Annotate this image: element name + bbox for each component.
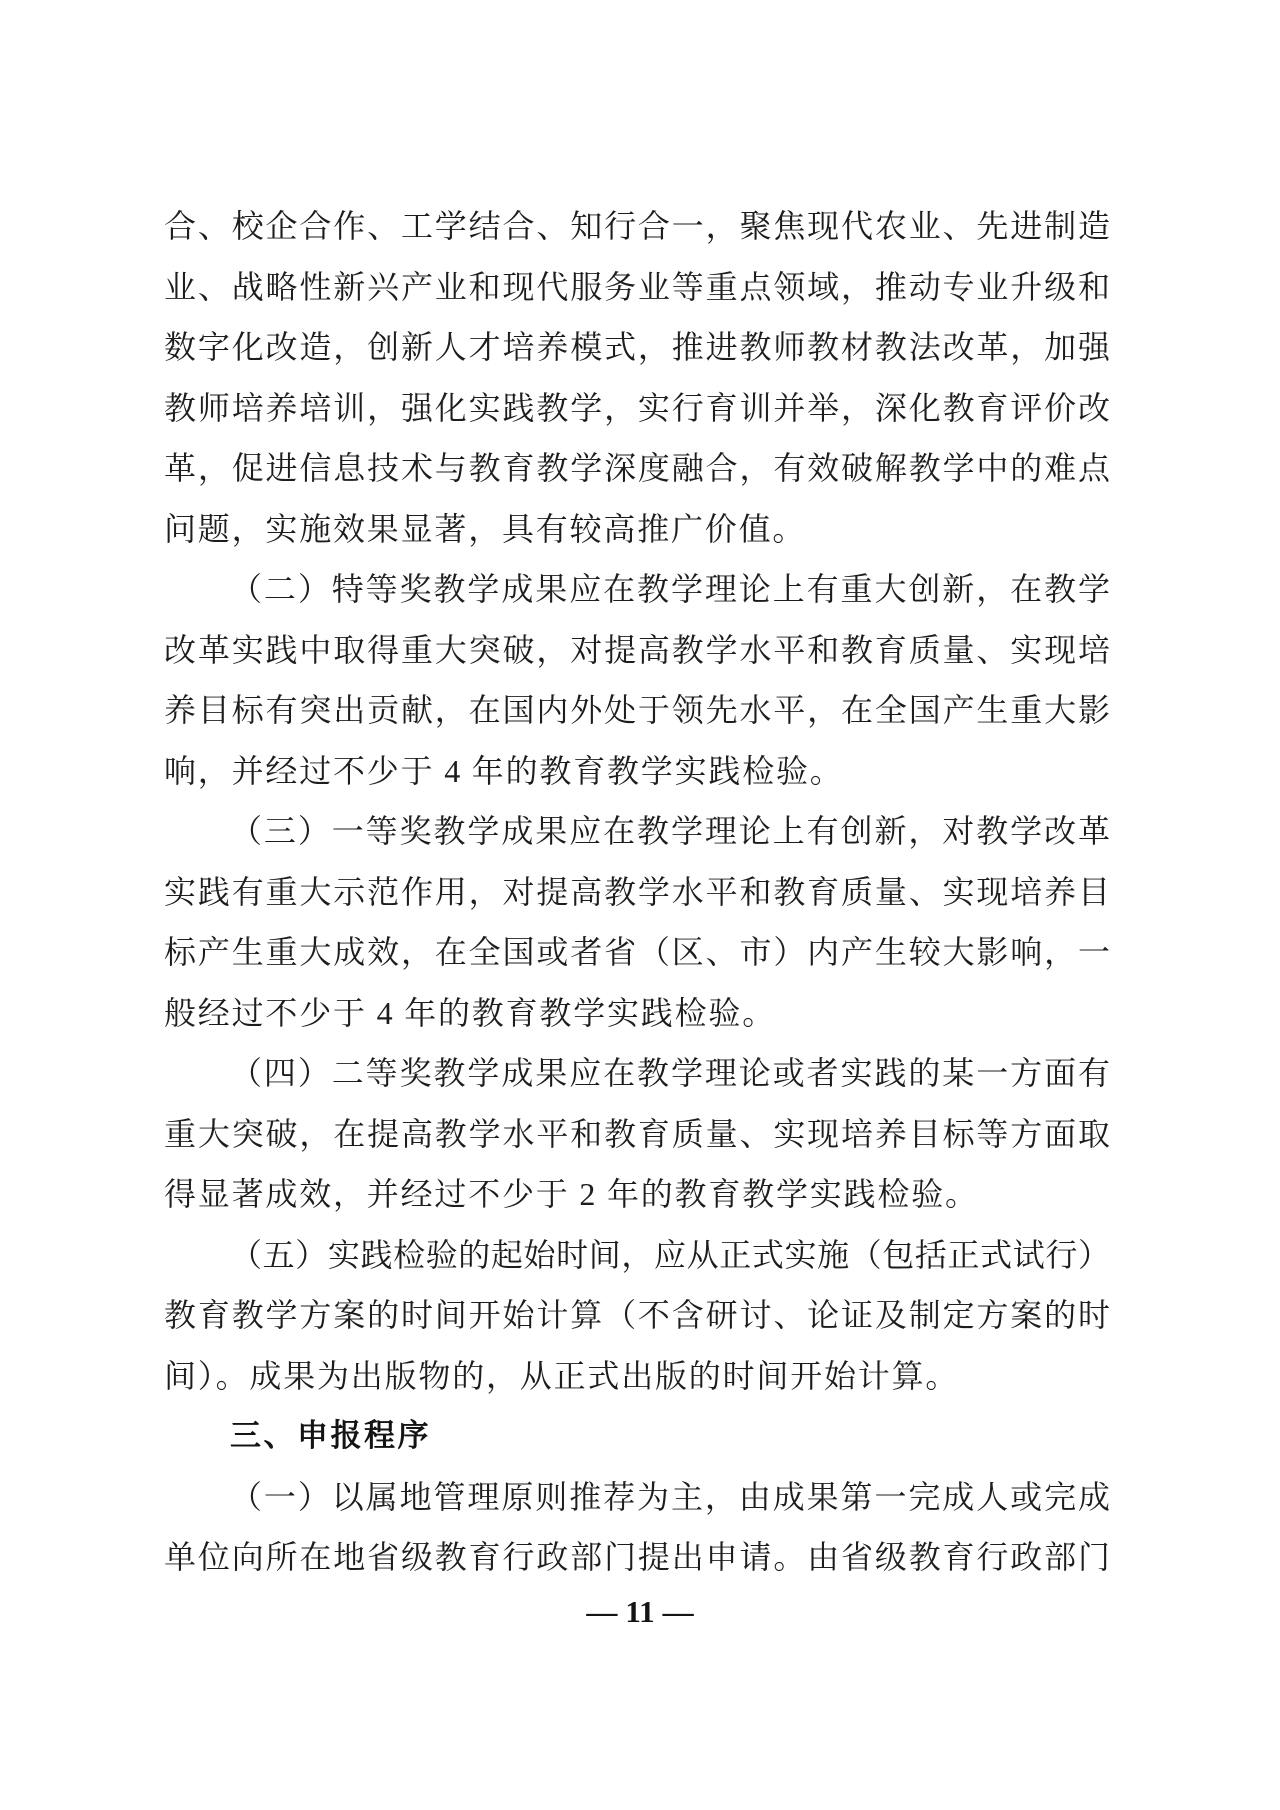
page-number: 11 [625,1594,655,1629]
text-line: 响，并经过不少于 4 年的教育教学实践检验。 [164,752,844,789]
document-body [164,196,1110,1588]
text-line: 养目标有突出贡献，在国内外处于领先水平，在全国产生重大影 [164,692,1110,728]
text-line: 改革实践中取得重大突破，对提高教学水平和教育质量、实现培 [164,631,1110,668]
text-line: 数字化改造，创新人才培养模式，推进教师教材教法改革，加强 [164,329,1110,365]
text-line: （二）特等奖教学成果应在教学理论上有重大创新，在教学 [230,571,1110,607]
text-line: 间）。成果为出版物的，从正式出版的时间开始计算。 [164,1357,960,1394]
text-line: 标产生重大成效，在全国或者省（区、市）内产生较大影响，一 [164,934,1110,970]
text-line: （三）一等奖教学成果应在教学理论上有创新，对教学改革 [230,813,1110,849]
text-line: 单位向所在地省级教育行政部门提出申请。由省级教育行政部门 [164,1539,1110,1575]
text-line: 般经过不少于 4 年的教育教学实践检验。 [164,994,777,1031]
text-line: 业、战略性新兴产业和现代服务业等重点领域，推动专业升级和 [164,268,1110,305]
text-line: 教师培养培训，强化实践教学，实行育训并举，深化教育评价改 [164,389,1110,426]
text-line: （一）以属地管理原则推荐为主，由成果第一完成人或完成 [230,1478,1110,1515]
text-line: 实践有重大示范作用，对提高教学水平和教育质量、实现培养目 [164,873,1110,910]
text-line: 合、校企合作、工学结合、知行合一，聚焦现代农业、先进制造 [164,208,1110,244]
section-heading: 三、申报程序 [230,1418,431,1453]
text-line: 革，促进信息技术与教育教学深度融合，有效破解教学中的难点 [164,450,1110,486]
page-footer [0,1592,1280,1632]
text-line: 得显著成效，并经过不少于 2 年的教育教学实践检验。 [164,1176,979,1212]
text-line: （五）实践检验的起始时间，应从正式实施（包括正式试行） [230,1236,1110,1273]
footer-dash-right: — [662,1594,694,1629]
text-line: 教育教学方案的时间开始计算（不含研讨、论证及制定方案的时 [164,1297,1110,1333]
text-line: （四）二等奖教学成果应在教学理论或者实践的某一方面有 [230,1055,1110,1091]
text-line: 问题，实施效果显著，具有较高推广价值。 [164,510,807,547]
footer-dash-left: — [586,1594,618,1629]
text-line: 重大突破，在提高教学水平和教育质量、实现培养目标等方面取 [164,1115,1110,1152]
